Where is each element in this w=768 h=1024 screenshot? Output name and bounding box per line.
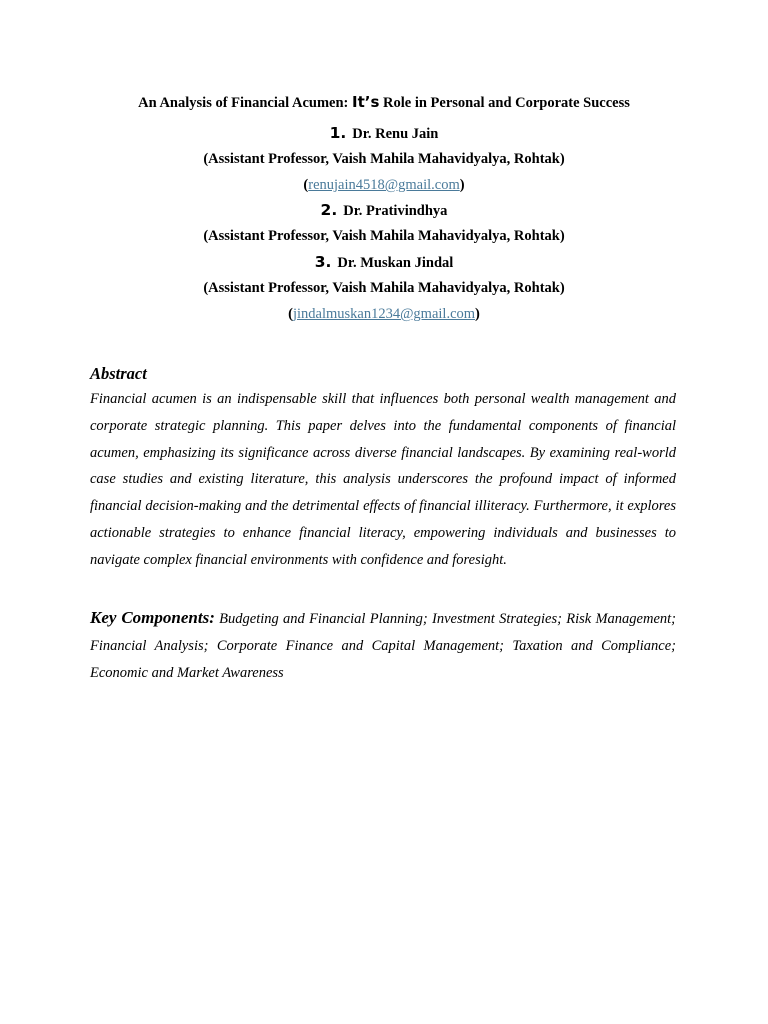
- email-open-paren: (: [288, 306, 293, 322]
- author-3-email-link[interactable]: jindalmuskan1234@gmail.com: [292, 306, 476, 322]
- author-1-name: [0, 124, 768, 143]
- email-open-paren: (: [303, 177, 309, 193]
- author-3-name: [0, 253, 768, 272]
- paper-title: [0, 93, 768, 112]
- author-2-name: [0, 201, 768, 220]
- key-components-text: Budgeting and Financial Planning; Investment Strategies; Risk Management; Financial Analysis; Corporate Finance and Capital Management; Taxation and Compliance; Economic and Market Awareness: [90, 611, 676, 681]
- author-3-number: 3.: [314, 253, 332, 271]
- abstract-heading: Abstract: [90, 364, 147, 383]
- key-components: [90, 605, 676, 686]
- author-2-affiliation: (Assistant Professor, Vaish Mahila Mahavidyalya, Rohtak): [203, 228, 565, 244]
- author-1-name-text: Dr. Renu Jain: [352, 126, 439, 142]
- title-part-1: An Analysis of Financial Acumen:: [138, 95, 352, 111]
- author-1-email-link[interactable]: renujain4518@gmail.com: [308, 177, 460, 193]
- title-its: It’s: [352, 93, 380, 111]
- author-2-number: 2.: [320, 201, 338, 219]
- abstract-body: Financial acumen is an indispensable skill that influences both personal wealth management and corporate strategic planning. This paper delves into the fundamental components of financial acumen, emphasizing its significance across diverse financial landscapes. By examining real-world case studies and existing literature, this analysis underscores the profound impact of informed financial decision-making and the detrimental effects of financial illiteracy. Furthermore, it explores actionable strategies to enhance financial literacy, empowering individuals and businesses to navigate complex financial environments with confidence and foresight.: [90, 391, 676, 568]
- author-2-name-text: Dr. Prativindhya: [343, 203, 448, 219]
- author-3-email-line: [0, 305, 768, 323]
- author-1-email-line: [0, 176, 768, 194]
- email-close-paren: ): [475, 306, 480, 322]
- email-close-paren: ): [459, 177, 465, 193]
- title-part-2: Role in Personal and Corporate Success: [379, 95, 630, 111]
- key-components-heading: Key Components:: [90, 608, 215, 627]
- author-3-affiliation: (Assistant Professor, Vaish Mahila Mahavidyalya, Rohtak): [203, 280, 565, 296]
- author-1-affiliation: (Assistant Professor, Vaish Mahila Mahavidyalya, Rohtak): [203, 151, 565, 167]
- author-3-name-text: Dr. Muskan Jindal: [337, 255, 454, 271]
- author-1-number: 1.: [329, 124, 347, 142]
